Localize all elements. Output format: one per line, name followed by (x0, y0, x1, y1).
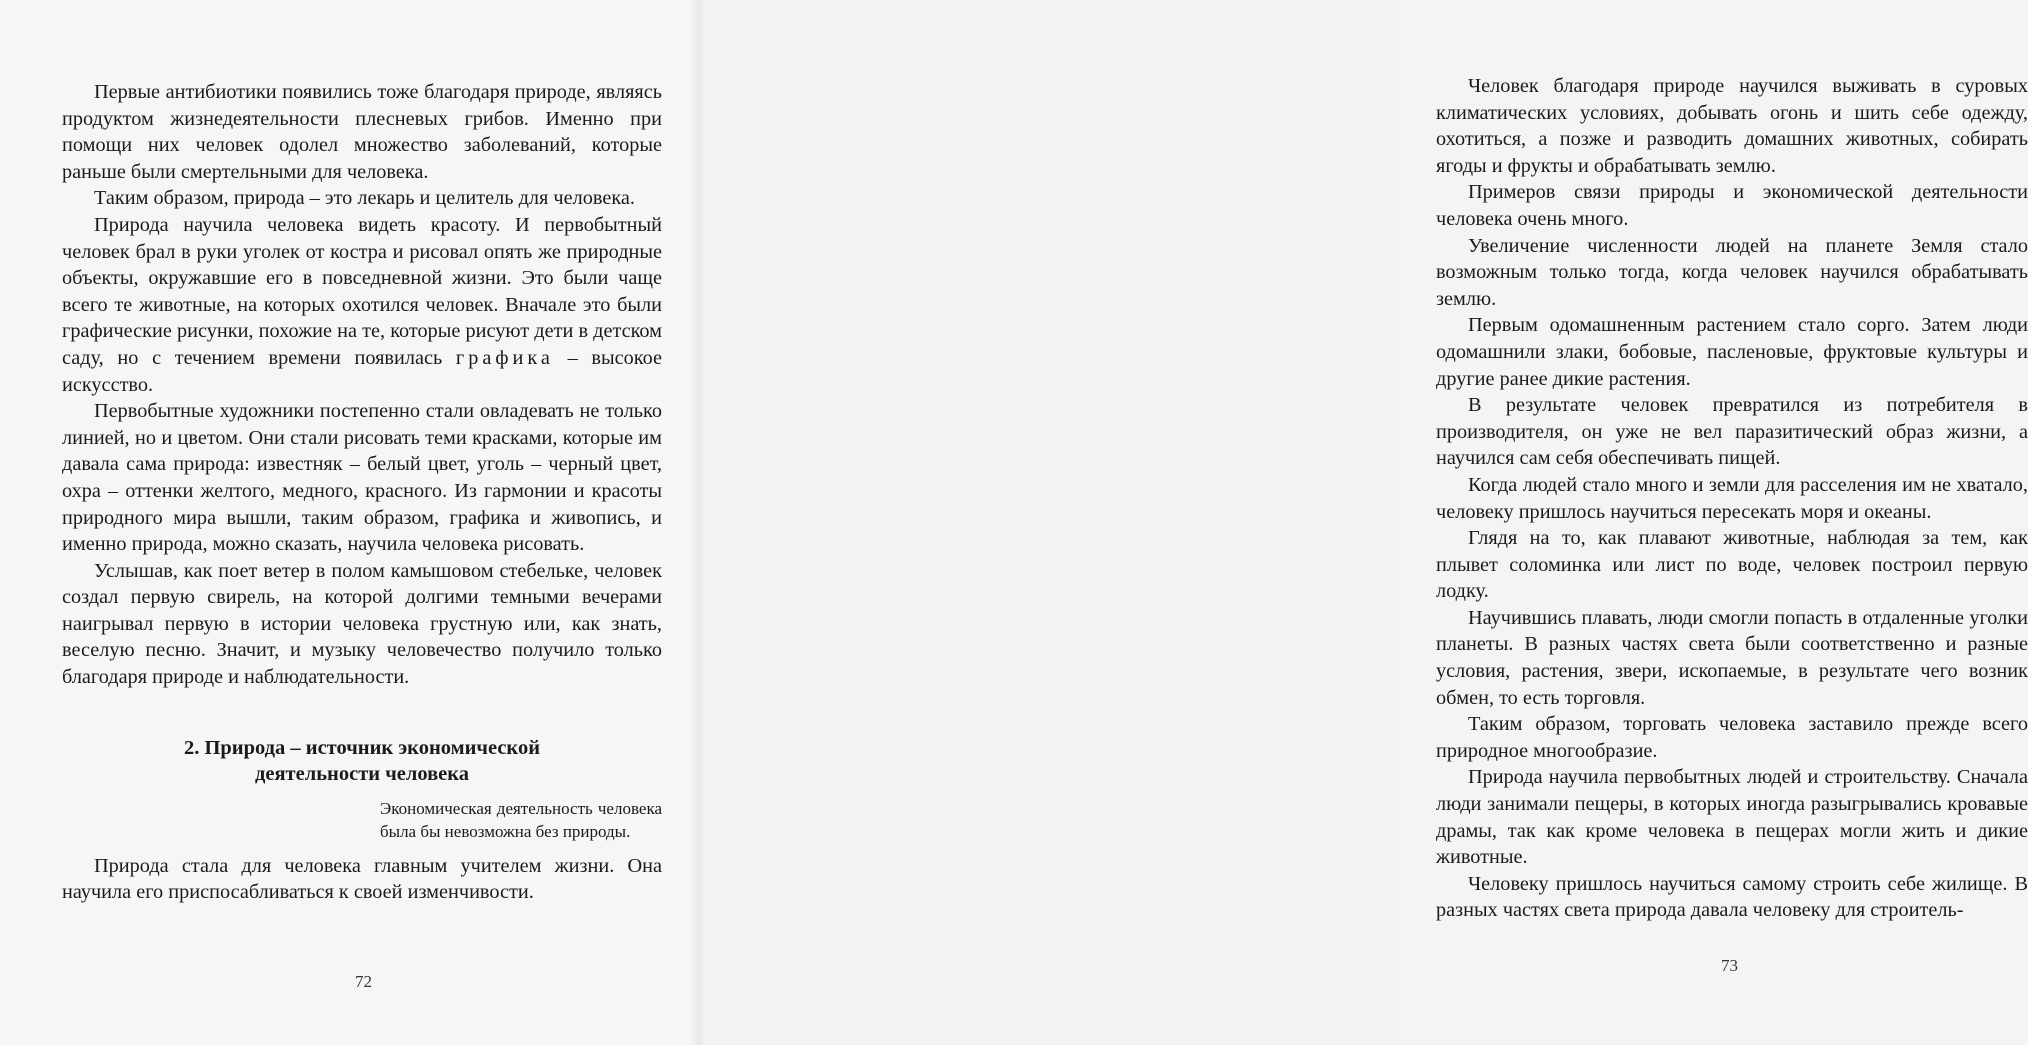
paragraph: Человеку пришлось научиться самому строить себе жилище. В разных частях света природа давала человеку для строитель- (1436, 872, 2028, 922)
paragraph: В результате человек превратился из потребителя в производителя, он уже не вел паразитический образ жизни, а научился сам себя обеспечивать пищей. (1436, 394, 2028, 470)
paragraph-text: Природа научила человека видеть красоту. И первобытный человек брал в руки уголек от костра и рисовал опять же природные объекты, окружавшие его в повседневной жизни. Это были чаще всего те животные, на которых охотился человек. Вначале это были графические рисунки, похожие на те, которые рисуют дети в детском саду, но с течением времени появилась (62, 213, 662, 369)
paragraph: Когда людей стало много и земли для расселения им не хватало, человеку пришлось научиться пересекать моря и океаны. (1436, 473, 2028, 523)
spaced-emphasis-word: графика (455, 346, 554, 369)
paragraph: Таким образом, природа – это лекарь и целитель для человека. (94, 187, 635, 210)
paragraph (62, 212, 662, 398)
paragraph: Природа научила первобытных людей и строительству. Сначала люди занимали пещеры, в которых иногда разыгрывались кровавые драмы, так как кроме человека в пещерах могли жить и дикие животные. (1436, 766, 2028, 869)
right-page-text (1436, 73, 2028, 924)
paragraph: Человек благодаря природе научился выживать в суровых климатических условиях, добывать огонь и шить себе одежду, охотиться, а позже и разводить домашних животных, собирать ягоды и фрукты и обрабатывать землю. (1436, 75, 2028, 177)
right-page (698, 0, 2028, 1045)
epigraph: Экономическая деятельность человека была бы невозможна без природы. (380, 798, 662, 841)
paragraph: Первобытные художники постепенно стали овладевать не только линией, но и цветом. Они стали рисовать теми красками, которые им давала сама природа: известняк – белый цвет, уголь – черный цвет, охра – оттенки желтого, медного, красного. Из гармонии и красоты природного мира вышли, таким образом, графика и живопись, и именно природа, можно сказать, научила человека рисовать. (62, 400, 662, 556)
paragraph: Услышав, как поет ветер в полом камышовом стебельке, человек создал первую свирель, на которой долгими темными вечерами наигрывал первую в истории человека грустную или, как знать, веселую песню. Значит, и музыку человечество получило только благодаря природе и наблюдательности. (62, 559, 662, 689)
paragraph: Природа стала для человека главным учителем жизни. Она научила его приспосабливаться к своей изменчивости. (62, 854, 662, 904)
paragraph: Таким образом, торговать человека заставило прежде всего природное многообразие. (1436, 713, 2028, 762)
section-heading-line-1: 2. Природа – источник экономической (183, 736, 541, 759)
paragraph: Первые антибиотики появились тоже благодаря природе, являясь продуктом жизнедеятельности плесневых грибов. Именно при помощи них человек одолел множество заболеваний, которые раньше были смертельными для человека. (62, 81, 662, 183)
paragraph: Научившись плавать, люди смогли попасть в отдаленные уголки планеты. В разных частях света были соответственно и разные условия, растения, звери, ископаемые, в результате чего возник обмен, то есть торговля. (1436, 606, 2028, 709)
paragraph: Первым одомашненным растением стало сорго. Затем люди одомашнили злаки, бобовые, пасленовые, фруктовые культуры и другие ранее дикие растения. (1436, 314, 2028, 390)
paragraph-text-end: – высокое искусство. (62, 346, 662, 396)
left-page-text (62, 79, 662, 906)
book-gutter (690, 0, 706, 1045)
paragraph: Глядя на то, как плавают животные, наблюдая за тем, как плывет соломинка или лист по воде, человек построил первую лодку. (1436, 527, 2028, 603)
section-heading-line-2: деятельности человека (254, 763, 470, 786)
page-number: 73 (1721, 956, 1738, 975)
paragraph: Примеров связи природы и экономической деятельности человека очень много. (1436, 181, 2028, 230)
page-number: 72 (355, 972, 372, 991)
section-heading (62, 735, 662, 788)
left-page (0, 0, 698, 1045)
paragraph: Увеличение численности людей на планете Земля стало возможным только тогда, когда человек научился обрабатывать землю. (1436, 234, 2028, 310)
